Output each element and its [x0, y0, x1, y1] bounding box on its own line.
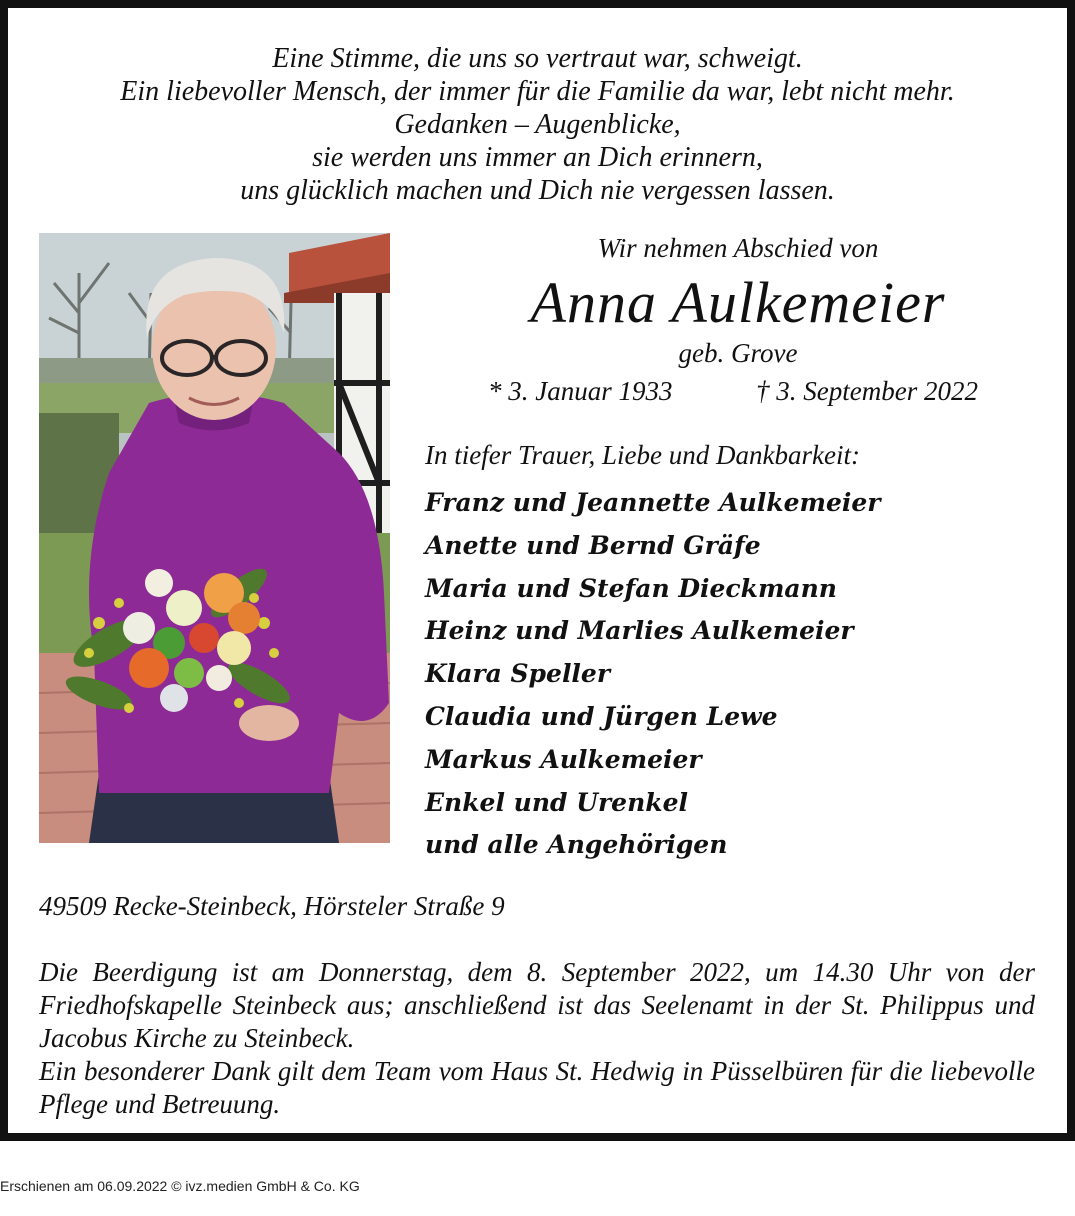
- mourner-name: Franz und Jeannette Aulkemeier: [425, 488, 881, 517]
- mourners-list: [425, 482, 880, 867]
- mourning-intro: In tiefer Trauer, Liebe und Dankbarkeit:: [425, 440, 860, 470]
- deceased-name: Anna Aulkemeier: [530, 270, 946, 335]
- mourner-name: Enkel und Urenkel: [425, 787, 688, 817]
- funeral-details: Die Beerdigung ist am Donnerstag, dem 8. September 2022, um 14.30 Uhr von der Friedhofskapelle Steinbeck aus; anschließend ist das Seelenamt in der St. Philippus und Jacobus Kirche zu Steinbeck.: [39, 957, 1035, 1053]
- mourner-name: Claudia und Jürgen Lewe: [425, 701, 778, 731]
- life-dates: [488, 376, 1008, 410]
- poem-line: Ein liebevoller Mensch, der immer für die Familie da war, lebt nicht mehr.: [120, 76, 955, 107]
- poem-line: sie werden uns immer an Dich erinnern,: [312, 142, 763, 173]
- portrait-photo: [39, 233, 390, 843]
- mourner-name: Maria und Stefan Dieckmann: [425, 573, 837, 603]
- thanks-note: Ein besonderer Dank gilt dem Team vom Haus St. Hedwig in Püsselbüren für die liebevolle Pflege und Betreuung.: [39, 1056, 1035, 1119]
- mourner-name: Anette und Bernd Gräfe: [425, 530, 761, 560]
- death-date: † 3. September 2022: [756, 376, 978, 406]
- mourner-name: und alle Angehörigen: [425, 830, 728, 860]
- mourner-name: Klara Speller: [425, 659, 611, 689]
- farewell-intro: Wir nehmen Abschied von: [597, 233, 879, 263]
- mourner-name: Heinz und Marlies Aulkemeier: [425, 616, 854, 646]
- family-address: 49509 Recke-Steinbeck, Hörsteler Straße 9: [39, 891, 505, 921]
- publication-credit: Erschienen am 06.09.2022 © ivz.medien GmbH & Co. KG: [0, 1178, 360, 1194]
- maiden-name: geb. Grove: [678, 338, 798, 368]
- poem-line: Gedanken – Augenblicke,: [394, 109, 681, 140]
- poem-line: uns glücklich machen und Dich nie vergessen lassen.: [240, 175, 835, 206]
- poem-line: Eine Stimme, die uns so vertraut war, schweigt.: [272, 43, 803, 74]
- birth-date: * 3. Januar 1933: [488, 376, 673, 406]
- mourner-name: Markus Aulkemeier: [425, 744, 702, 774]
- funeral-info: [39, 956, 1035, 1121]
- poem: [8, 42, 1067, 207]
